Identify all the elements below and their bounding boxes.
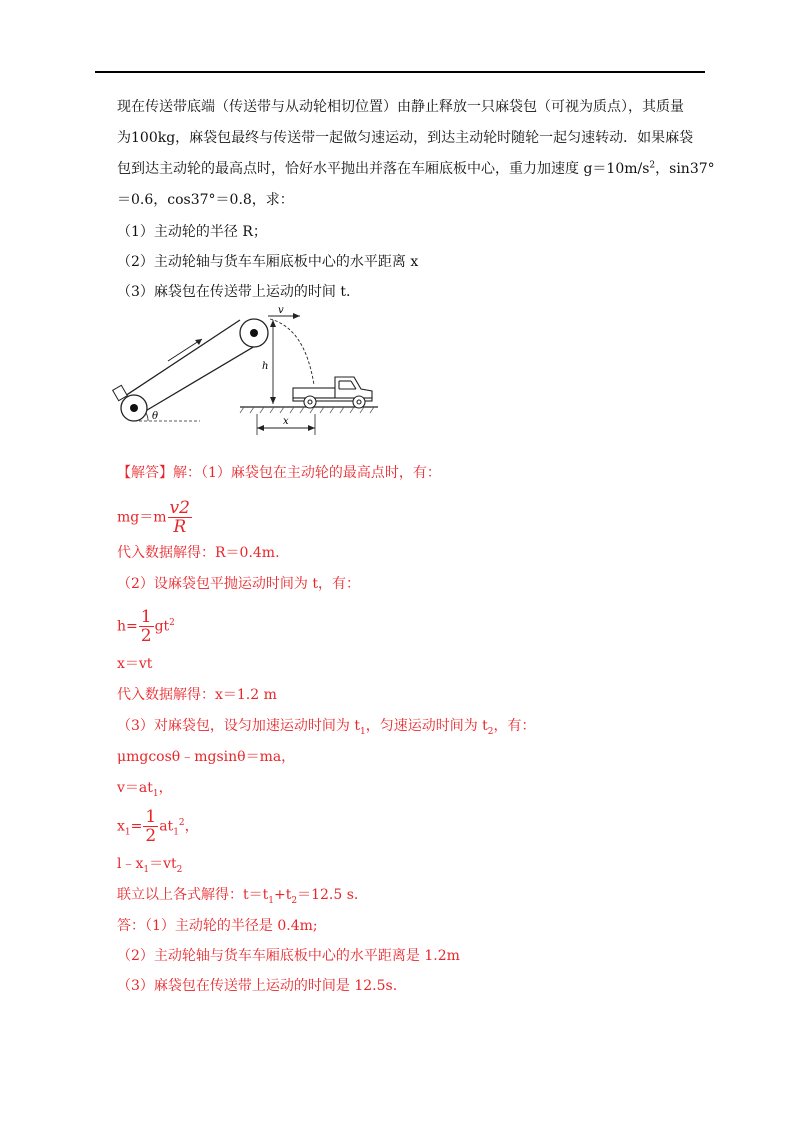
solution-part-2: （2）设麻袋包平抛运动时间为 t，有： (117, 576, 360, 592)
solution-final: 联立以上各式解得：$t=t_1+t_2=12.5$ s. (117, 887, 359, 906)
equation-3: x＝vt (117, 656, 153, 672)
equation-1: mg＝m $\frac{v2}{R}$ (117, 498, 190, 537)
x-arrow-right (308, 425, 315, 431)
equation-7: $l﹣x_1=vt_2$ (117, 856, 183, 875)
equation-4: μmgcosθ﹣mgsinθ＝ma， (117, 749, 296, 765)
question-3: （3）麻袋包在传送带上运动的时间 t. (117, 284, 351, 300)
question-2: （2）主动轮轴与货车车厢底板中心的水平距离 x (117, 254, 419, 270)
solution-part-3: （3）对麻袋包，设匀加速运动时间为 $t_1$，匀速运动时间为 $t_2$，有： (117, 718, 536, 737)
solution-intro: 【解答】解：（1）麻袋包在主动轮的最高点时，有： (117, 465, 441, 481)
belt-bottom (132, 343, 260, 419)
problem-line-2: 为100kg，麻袋包最终与传送带一起做匀速运动，到达主动轮时随轮一起匀速转动．如果麻袋 (117, 130, 694, 146)
question-1: （1）主动轮的半径 R； (117, 224, 267, 240)
h-arrow-bottom (270, 397, 276, 404)
angle-arc (146, 413, 148, 421)
answer-1: 答：（1）主动轮的半径是 0.4m; (117, 918, 318, 934)
theta-label: θ (152, 411, 159, 422)
truck (293, 377, 372, 408)
v-label: v (278, 305, 284, 316)
x-arrow-left (257, 425, 264, 431)
problem-line-1: 现在传送带底端（传送带与从动轮相切位置）由静止释放一只麻袋包（可视为质点），其质量 (117, 99, 684, 115)
equation-5: $v=at_1$， (117, 780, 173, 799)
equation-6: $x_1=$ $\frac{1}{2}$ $at_1^2$， (117, 807, 199, 846)
answer-3: （3）麻袋包在传送带上运动的时间是 12.5s. (117, 978, 398, 994)
x-label: x (283, 416, 289, 427)
answer-2: （2）主动轮轴与货车车厢底板中心的水平距离是 1.2m (117, 948, 460, 964)
problem-line-4: ＝0.6，cos37°＝0.8，求： (117, 192, 294, 208)
conveyor-truck-figure (110, 303, 380, 438)
h-label: h (262, 361, 269, 372)
solution-result-1: 代入数据解得：R＝0.4m. (117, 545, 280, 561)
trajectory (270, 319, 314, 385)
ground-hatch (240, 407, 374, 413)
driven-axle (130, 404, 138, 412)
header-rule (95, 71, 705, 73)
problem-line-3: 包到达主动轮的最高点时，恰好水平抛出并落在车厢底板中心，重力加速度 $g=10m/s^2$，sin37° (117, 160, 715, 177)
velocity-arrow-head (293, 313, 300, 319)
solution-result-2: 代入数据解得：x＝1.2 m (117, 687, 277, 703)
motion-arrow-head (195, 339, 202, 345)
equation-2: h= $\frac{1}{2}$ $gt^2$ (117, 607, 175, 646)
driving-axle (250, 329, 258, 337)
belt-top (122, 320, 240, 398)
